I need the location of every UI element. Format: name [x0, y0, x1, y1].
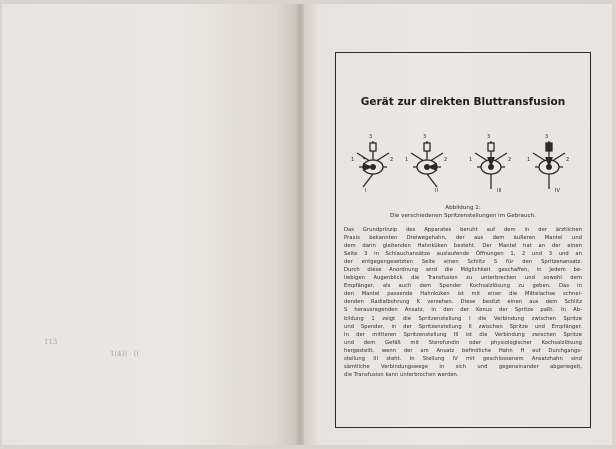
body-line: Praxis bekannten Dreiwegehahn, der aus dem äußeren Mantel und	[344, 235, 582, 242]
body-line: Seite 3 in Schlauchansätze auslaufende Öffnungen 1, 2 und 3 und an	[344, 251, 582, 258]
label-port-3: 3	[369, 134, 373, 140]
body-line: und Spender, in der Spritzenstellung II zwischen Spritze und Empfänger.	[344, 323, 582, 330]
figure-row	[343, 133, 583, 195]
label-position: III	[497, 188, 502, 194]
body-line: Das Grundprinzip des Apparates beruht auf dem in der ärztlichen	[344, 227, 582, 233]
label-port-2: 2	[444, 157, 448, 163]
label-port-1: 1	[405, 157, 409, 163]
label-port-1: 1	[351, 157, 355, 163]
label-port-2: 2	[390, 157, 394, 163]
label-position: II	[435, 188, 438, 194]
body-line: Empfänger, als auch dem Spender Kochsalzlösung zu geben. Das in	[344, 283, 582, 290]
figure-position-iv	[527, 133, 571, 195]
left-page	[2, 4, 300, 445]
body-line: der entgegengesetzten Seite einen Schlitz S für den Spritzenansatz.	[344, 259, 582, 266]
stopcock-diagram	[527, 133, 571, 195]
stopcock-diagram	[405, 133, 449, 195]
body-line: bildung 1 zeigt die Spritzenstellung I die Verbindung zwischen Spritze	[344, 315, 582, 322]
label-port-2: 2	[566, 157, 570, 163]
label-position: IV	[555, 188, 560, 194]
label-port-3: 3	[423, 134, 427, 140]
figure-position-iii	[469, 133, 513, 195]
page-title: Gerät zur direkten Bluttransfusion	[360, 96, 566, 108]
body-line: sämtliche Verbindungswege in sich und gegeneinander abgeriegelt,	[344, 363, 582, 370]
caption-title: Abbildung 1:	[445, 205, 481, 211]
label-port-1: 1	[527, 157, 531, 163]
label-port-3: 3	[545, 134, 549, 140]
label-position: I	[365, 188, 367, 194]
pencil-mark-center: 1(4)) · ((	[110, 350, 140, 358]
book-gutter	[296, 4, 304, 445]
body-line: denden Radialbohrung K versehen. Diese besitzt einen aus dem Schlitz	[344, 299, 582, 306]
label-port-1: 1	[469, 157, 473, 163]
body-line: Durch diese Anordnung wird die Möglichkeit geschaffen, in jedem be-	[344, 267, 582, 274]
stopcock-diagram	[351, 133, 395, 195]
pencil-mark-left: 113	[44, 338, 58, 346]
caption-text: Die verschiedenen Spritzenstellungen im Gebrauch.	[390, 213, 536, 219]
body-line: stellung III steht. In Stellung IV mit geschlossenem Ansatzhahn sind	[344, 355, 582, 362]
body-line: dem darin gleitenden Hahnküken besteht. Der Mantel hat an der einen	[344, 243, 582, 250]
body-line: liebigen Augenblick die Transfusion zu unterbrechen und sowohl dem	[344, 275, 582, 282]
body-line: In der mittleren Spritzenstellung III ist die Verbindung zwischen Spritze	[344, 331, 582, 338]
body-line: hergestellt, wenn der am Ansatz befindliche Hahn H auf Durchgangs-	[344, 347, 582, 354]
figure-caption	[335, 204, 591, 220]
body-line: S herausragenden Ansatz, in den der Konus der Spritze paßt. In Ab-	[344, 307, 582, 314]
stopcock-diagram	[469, 133, 513, 195]
figure-position-i	[351, 133, 395, 195]
body-line: die Transfusion kann unterbrochen werden.	[344, 371, 459, 378]
body-line: den Mantel passende Hahnküken ist mit einer die Mittelachse schnei-	[344, 291, 582, 298]
body-line: und dem Gefäß mit Sterofundin oder physiologischer Kochsalzlösung	[344, 339, 582, 346]
label-port-3: 3	[487, 134, 491, 140]
figure-position-ii	[405, 133, 449, 195]
label-port-2: 2	[508, 157, 512, 163]
body-paragraph	[344, 226, 582, 379]
